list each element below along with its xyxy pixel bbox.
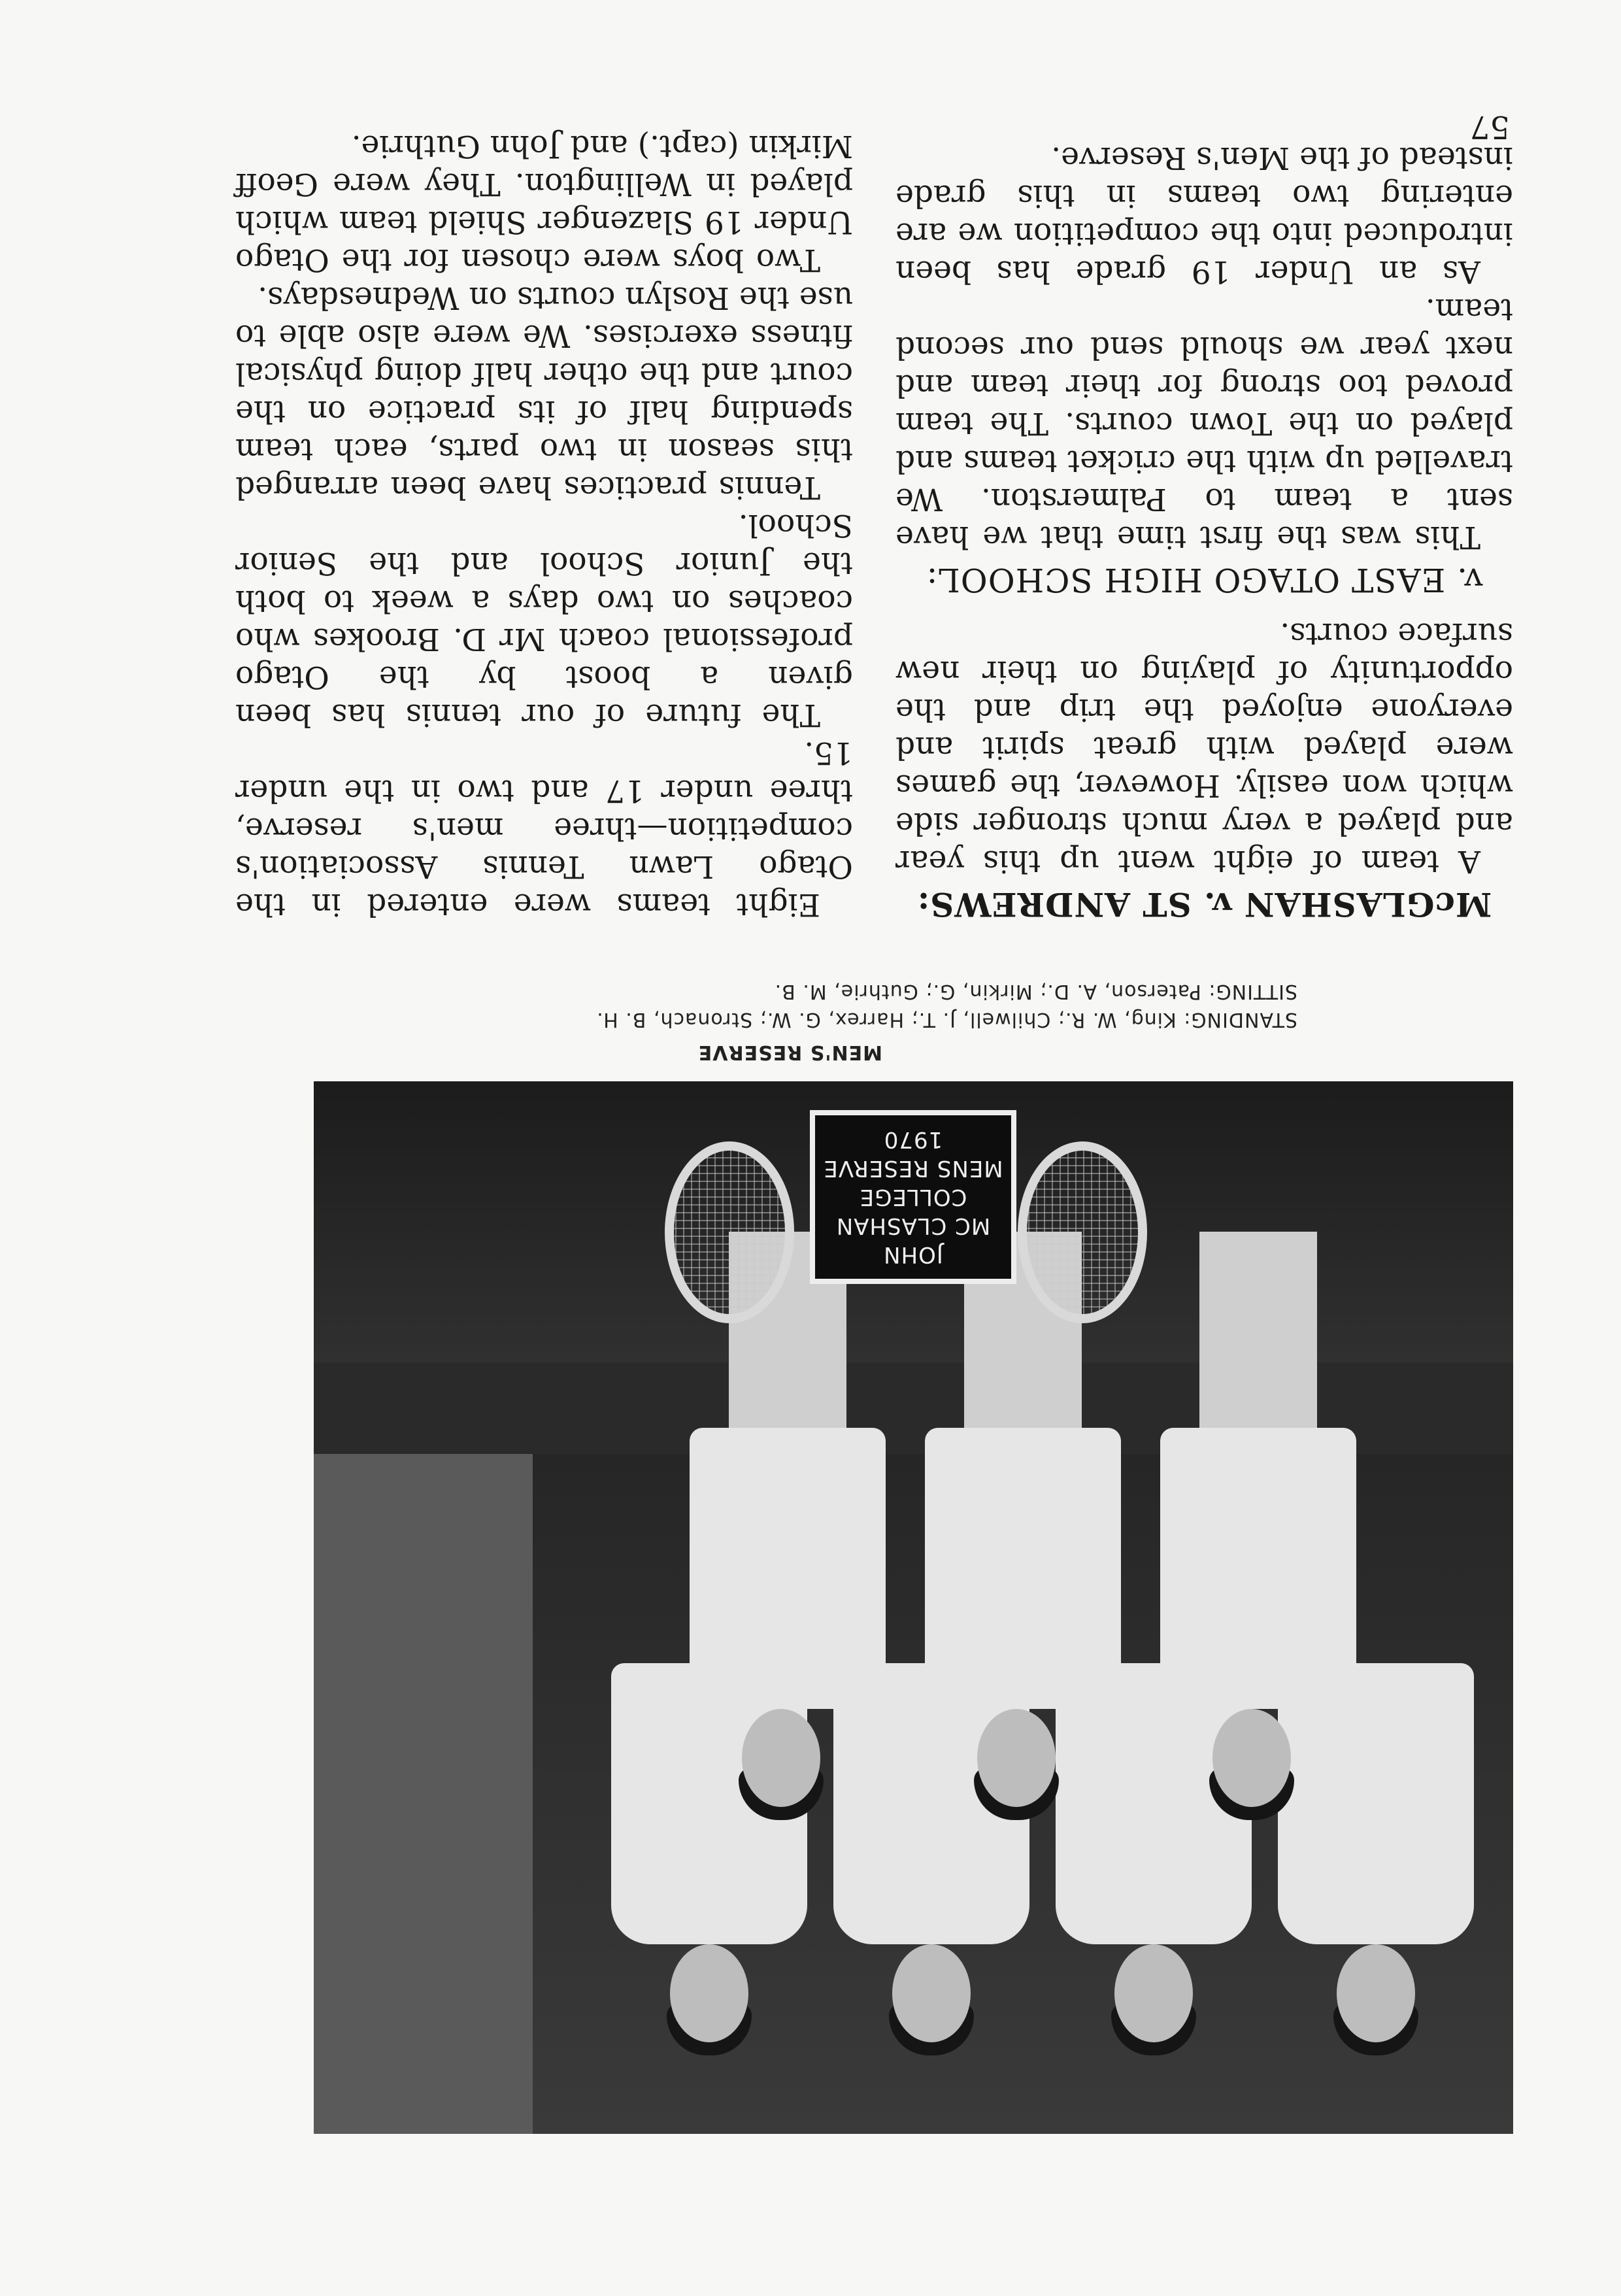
photo-caption-sitting: SITTING: Paterson, A. D.; Mirkin, G.; Guthrie, M. B. [774,980,1297,1003]
photo-caption-standing: STANDING: King, W. R.; Chilwell, J. T.; Harrex, G. W.; Stronach, B. H. [596,1008,1297,1031]
left-column [895,139,1513,923]
photo-wall-right [314,1454,533,2134]
sign-line: COLLEGE [859,1184,967,1210]
tennis-racket [665,1141,794,1323]
sign-line: MENS RESERVE [823,1155,1003,1181]
photo-caption-title: MEN'S RESERVE [697,1041,882,1064]
sign-line: 1970 [883,1126,943,1153]
team-sign [810,1110,1016,1284]
sign-line: JOHN [883,1241,943,1268]
sign-line: MC CLASHAN [835,1213,991,1239]
paragraph: Eight teams were entered in the Otago Lawn Tennis Association's competition—three men's reserve, three under 17 and two in the under 15. [235,735,853,922]
paragraph: As an Under 19 grade has been introduced into the competition we are entering two teams in this grade instead of the Men's Reserve. [895,140,1513,290]
paragraph: This was the first time that we have sent a team to Palmerston. We travelled up with the cricket teams and played on the Town courts. The team proved too strong for their team and next year we should send our second team. [895,292,1513,555]
section-heading-st-andrews: McGLASHAN v. ST ANDREWS: [916,885,1492,924]
page-number: 57 [1469,109,1510,145]
paragraph: The future of our tennis has been given a boost by the Otago professional coach Mr D. Brookes who coaches on two days a week to both the Junior School and the Senior School. [235,507,853,733]
right-column [235,127,853,923]
team-photo [314,1081,1513,2134]
section-heading-east-otago: v. EAST OTAGO HIGH SCHOOL: [926,561,1483,599]
paragraph: A team of eight went up this year and played a very much stronger side which won easily. However, the games were played with great spirit and everyone enjoyed the trip and the opportunity of playing on their new surface courts. [895,616,1513,879]
paragraph: Two boys were chosen for the Otago Under 19 Slazenger Shield team which played in Wellington. They were Geoff Mirkin (capt.) and John Guthrie. [235,128,853,278]
paragraph: Tennis practices have been arranged this season in two parts, each team spending half of its practice on the court and the other half doing physical fitness exercises. We were also able to use the Roslyn courts on Wednesdays. [235,280,853,505]
tennis-racket [1018,1141,1147,1323]
